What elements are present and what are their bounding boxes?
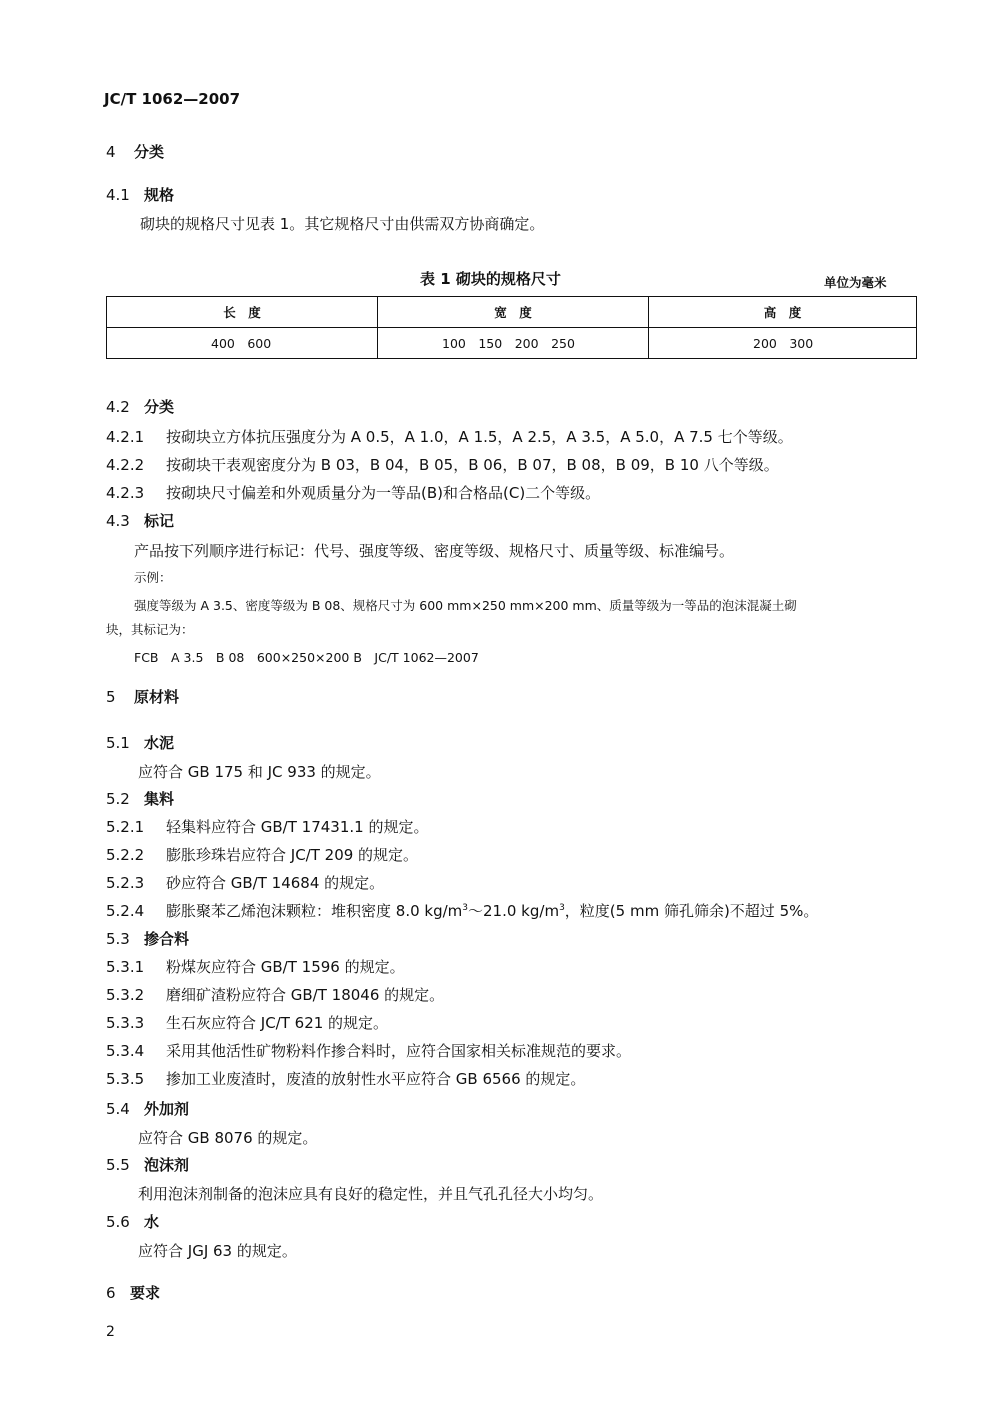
section-5-1-text: 应符合 GB 175 和 JC 933 的规定。 [138, 763, 381, 781]
section-5-2-1: 5.2.1 轻集料应符合 GB/T 17431.1 的规定。 [106, 818, 429, 836]
table-unit: 单位为毫米 [824, 275, 887, 290]
section-5-3-heading: 5.3 掺合料 [106, 930, 190, 948]
section-4-3-heading: 4.3 标记 [106, 512, 175, 530]
section-5-3-2: 5.3.2 磨细矿渣粉应符合 GB/T 18046 的规定。 [106, 986, 445, 1004]
section-5-3-4: 5.3.4 采用其他活性矿物粉料作掺合料时，应符合国家相关标准规范的要求。 [106, 1042, 632, 1060]
section-5-2-4: 5.2.4 膨胀聚苯乙烯泡沫颗粒：堆积密度 8.0 $kg/m^3\sim 21.0$ $kg/m^3$，粒度(5 mm 筛孔筛余)不超过 5%。 [106, 902, 819, 920]
example-mark: FCB A 3.5 B 08 600×250×200 B JC/T 1062—2007 [134, 650, 479, 665]
section-4-2-1: 4.2.1 按砌块立方体抗压强度分为 A 0.5，A 1.0，A 1.5，A 2.5，A 3.5，A 5.0，A 7.5 七个等级。 [106, 428, 793, 446]
table-row [107, 328, 917, 359]
spec-table [106, 296, 917, 359]
section-5-2-heading: 5.2 集料 [106, 790, 175, 808]
header-length: 长 度 [107, 297, 378, 328]
cell-height: 200 300 [649, 328, 917, 359]
page-number: 2 [106, 1324, 115, 1340]
section-5-3-5: 5.3.5 掺加工业废渣时，废渣的放射性水平应符合 GB 6566 的规定。 [106, 1070, 586, 1088]
section-4-1-heading: 4.1 规格 [106, 186, 175, 204]
section-4-3-text: 产品按下列顺序进行标记：代号、强度等级、密度等级、规格尺寸、质量等级、标准编号。 [134, 542, 735, 560]
example-line-1: 强度等级为 A 3.5、密度等级为 B 08、规格尺寸为 600 mm×250 mm×200 mm、质量等级为一等品的泡沫混凝土砌 [134, 598, 797, 613]
section-6-heading: 6 要求 [106, 1284, 161, 1302]
header-width: 宽 度 [378, 297, 649, 328]
section-5-3-3: 5.3.3 生石灰应符合 JC/T 621 的规定。 [106, 1014, 389, 1032]
example-line-2: 块，其标记为： [106, 622, 194, 637]
header-height: 高 度 [649, 297, 917, 328]
section-4-2-2: 4.2.2 按砌块干表观密度分为 B 03，B 04，B 05，B 06，B 07，B 08，B 09，B 10 八个等级。 [106, 456, 779, 474]
section-5-6-text: 应符合 JGJ 63 的规定。 [138, 1242, 297, 1260]
table-header-row [107, 297, 917, 328]
section-5-6-heading: 5.6 水 [106, 1213, 160, 1231]
section-5-4-heading: 5.4 外加剂 [106, 1100, 190, 1118]
section-5-heading: 5 原材料 [106, 688, 180, 706]
section-4-heading: 4 分类 [106, 143, 165, 161]
section-5-2-2: 5.2.2 膨胀珍珠岩应符合 JC/T 209 的规定。 [106, 846, 419, 864]
section-5-5-heading: 5.5 泡沫剂 [106, 1156, 190, 1174]
section-4-2-heading: 4.2 分类 [106, 398, 175, 416]
section-5-4-text: 应符合 GB 8076 的规定。 [138, 1129, 318, 1147]
section-4-1-text: 砌块的规格尺寸见表 1。其它规格尺寸由供需双方协商确定。 [140, 215, 545, 233]
cell-width: 100 150 200 250 [378, 328, 649, 359]
section-5-5-text: 利用泡沫剂制备的泡沫应具有良好的稳定性，并且气孔孔径大小均匀。 [138, 1185, 604, 1203]
section-5-3-1: 5.3.1 粉煤灰应符合 GB/T 1596 的规定。 [106, 958, 405, 976]
section-4-2-3: 4.2.3 按砌块尺寸偏差和外观质量分为一等品(B)和合格品(C)二个等级。 [106, 484, 601, 502]
table-caption: 表 1 砌块的规格尺寸 [420, 270, 561, 288]
cell-length: 400 600 [107, 328, 378, 359]
section-5-2-3: 5.2.3 砂应符合 GB/T 14684 的规定。 [106, 874, 385, 892]
standard-code: JC/T 1062—2007 [104, 90, 241, 108]
example-label: 示例： [134, 570, 172, 585]
section-5-1-heading: 5.1 水泥 [106, 734, 175, 752]
